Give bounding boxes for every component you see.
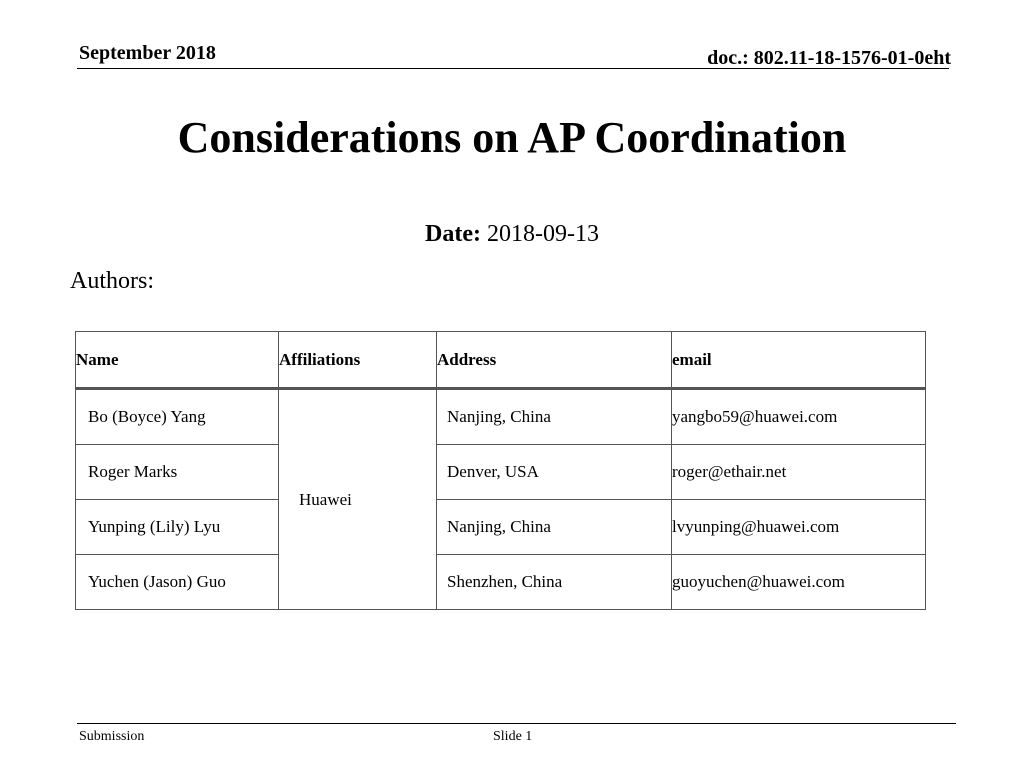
author-address: Nanjing, China (437, 500, 672, 555)
footer-rule (77, 723, 956, 724)
author-affiliation: Huawei (279, 389, 437, 610)
author-name: Yunping (Lily) Lyu (76, 500, 279, 555)
author-name: Roger Marks (76, 445, 279, 500)
table-row (76, 500, 926, 555)
authors-heading: Authors: (70, 268, 154, 294)
author-name: Bo (Boyce) Yang (76, 389, 279, 445)
table-header-row (76, 332, 926, 389)
date-label: Date: (425, 221, 481, 247)
table-row (76, 389, 926, 445)
date-line (0, 219, 1024, 249)
date-value: 2018-09-13 (486, 221, 599, 247)
column-header-email: email (672, 332, 926, 389)
author-email: lvyunping@huawei.com (672, 500, 926, 555)
author-name: Yuchen (Jason) Guo (76, 555, 279, 610)
author-email: roger@ethair.net (672, 445, 926, 500)
footer-submission: Submission (79, 729, 145, 744)
footer-slide-number: Slide 1 (493, 729, 533, 744)
header-doc-id: doc.: 802.11-18-1576-01-0eht (707, 47, 951, 69)
column-header-address: Address (437, 332, 672, 389)
header-rule (77, 68, 949, 69)
column-header-name: Name (76, 332, 279, 389)
authors-table (75, 331, 926, 610)
author-address: Nanjing, China (437, 389, 672, 445)
column-header-affiliations: Affiliations (279, 332, 437, 389)
author-address: Denver, USA (437, 445, 672, 500)
header-date: September 2018 (79, 42, 216, 64)
table-row (76, 555, 926, 610)
author-address: Shenzhen, China (437, 555, 672, 610)
author-email: yangbo59@huawei.com (672, 389, 926, 445)
author-email: guoyuchen@huawei.com (672, 555, 926, 610)
slide-title: Considerations on AP Coordination (177, 113, 847, 162)
table-row (76, 445, 926, 500)
